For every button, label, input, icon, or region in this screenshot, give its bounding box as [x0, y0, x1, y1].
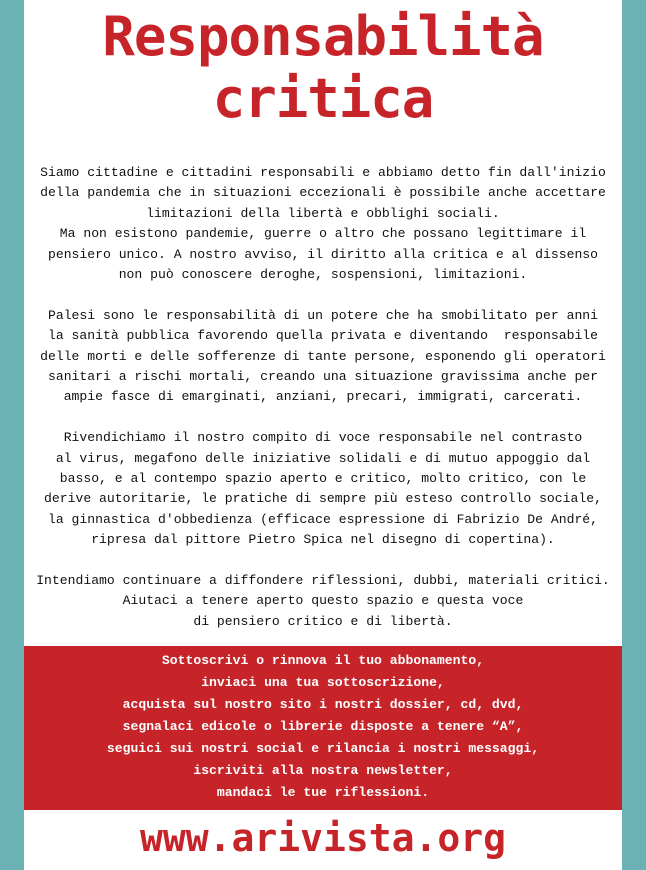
- title-line-2: critica: [212, 67, 434, 130]
- text-line: Siamo cittadine e cittadini responsabili e abbiamo detto fin dall'inizio: [40, 165, 606, 180]
- text-line: Palesi sono le responsabilità di un potere che ha smobilitato per anni: [47, 307, 599, 323]
- appeal-line: segnalaci edicole o librerie disposte a tenere “A”,: [122, 719, 524, 734]
- appeal-line: iscriviti alla nostra newsletter,: [193, 763, 453, 778]
- text-line: al virus, megafono delle iniziative solidali e di mutuo appoggio dal: [55, 450, 591, 466]
- text-line: delle morti e delle sofferenze di tante persone, esponendo gli operatori: [40, 348, 606, 364]
- text-line: Rivendichiamo il nostro compito di voce responsabile nel contrasto: [63, 430, 583, 446]
- paragraph-4: [34, 571, 612, 632]
- text-line: ripresa dal pittore Pietro Spica nel disegno di copertina).: [91, 532, 555, 548]
- page-title: [24, 6, 622, 130]
- title-line-1: Responsabilità: [102, 5, 544, 68]
- text-line: Intendiamo continuare a diffondere riflessioni, dubbi, materiali critici.: [36, 573, 610, 589]
- appeal-line: acquista sul nostro sito i nostri dossier, cd, dvd,: [122, 697, 524, 712]
- text-line: pensiero unico. A nostro avviso, il diritto alla critica e al dissenso: [47, 246, 599, 262]
- text-line: la ginnastica d'obbedienza (efficace espressione di Fabrizio De André,: [47, 511, 599, 527]
- body-text: [34, 163, 612, 653]
- website-url: www.arivista.org: [139, 816, 507, 860]
- appeal-line: mandaci le tue riflessioni.: [216, 785, 430, 800]
- appeal-line: Sottoscrivi o rinnova il tuo abbonamento,: [161, 653, 485, 668]
- text-line: ampie fasce di emarginati, anziani, precari, immigrati, carcerati.: [63, 389, 583, 405]
- text-line: derive autoritarie, le pratiche di sempre più esteso controllo sociale,: [44, 491, 602, 507]
- text-line: sanitari a rischi mortali, creando una situazione gravissima anche per: [47, 369, 599, 385]
- text-line: Aiutaci a tenere aperto questo spazio e questa voce: [122, 593, 524, 609]
- flyer-page: [24, 0, 622, 870]
- text-line: basso, e al contempo spazio aperto e critico, molto critico, con le: [59, 471, 587, 487]
- text-line: della pandemia che in situazioni eccezionali è possibile anche accettare: [40, 185, 606, 201]
- text-line: Ma non esistono pandemie, guerre o altro che possano legittimare il: [59, 226, 587, 242]
- text-line: limitazioni della libertà e obblighi sociali.: [146, 205, 500, 221]
- appeal-line: inviaci una tua sottoscrizione,: [201, 675, 445, 690]
- appeal-line: seguici sui nostri social e rilancia i nostri messaggi,: [106, 741, 540, 756]
- paragraph-1: [34, 163, 612, 285]
- appeal-banner: [24, 646, 622, 810]
- paragraph-2: [34, 306, 612, 408]
- paragraph-3: [34, 428, 612, 550]
- text-line: la sanità pubblica favorendo quella privata e diventando responsabile: [47, 328, 599, 344]
- text-line: di pensiero critico e di libertà.: [193, 613, 453, 629]
- text-line: non può conoscere deroghe, sospensioni, limitazioni.: [118, 267, 528, 283]
